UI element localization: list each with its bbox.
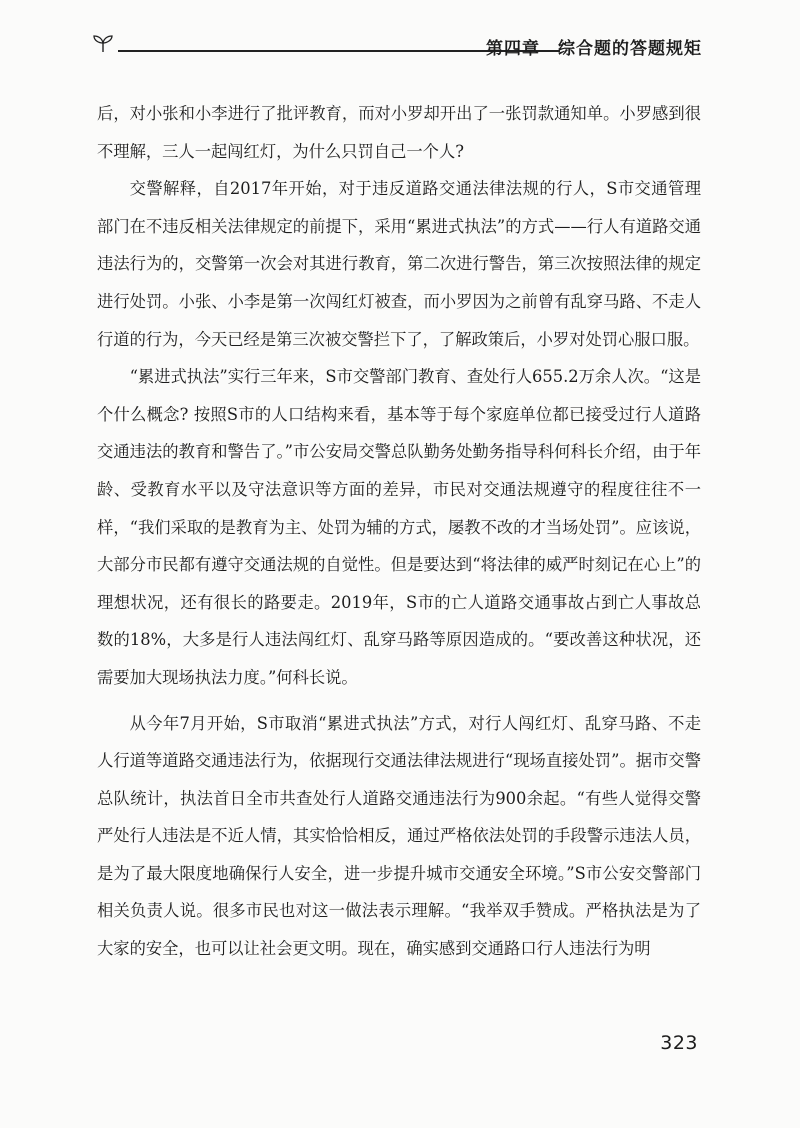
paragraph-4: 从今年7月开始，S市取消“累进式执法”方式，对行人闯红灯、乱穿马路、不走人行道等道路交通违法行为，依据现行交通法律法规进行“现场直接处罚”。据市交警总队统计，执法首日全市共查处行人道路交通违法行为900余起。“有些人觉得交警严处行人违法是不近人情，其实恰恰相反，通过严格依法处罚的手段警示违法人员，是为了最大限度地确保行人安全，进一步提升城市交通安全环境。”S市公安交警部门相关负责人说。很多市民也对这一做法表示理解。“我举双手赞成。严格执法是为了大家的安全，也可以让社会更文明。现在，确实感到交通路口行人违法行为明 [97, 713, 701, 959]
paragraph-3: “累进式执法”实行三年来，S市交警部门教育、查处行人655.2万余人次。“这是个什么概念? 按照S市的人口结构来看，基本等于每个家庭单位都已接受过行人道路交通违法的教育和警告了。”市公安局交警总队勤务处勤务指导科何科长介绍，由于年龄、受教育水平以及守法意识等方面的差异，市民对交通法规遵守的程度往往不一样，“我们采取的是教育为主、处罚为辅的方式，屡教不改的才当场处罚”。应该说，大部分市民都有遵守交通法规的自觉性。但是要达到“将法律的威严时刻记在心上”的理想状况，还有很长的路要走。2019年，S市的亡人道路交通事故占到亡人事故总数的18%，大多是行人违法闯红灯、乱穿马路等原因造成的。“要改善这种状况，还需要加大现场执法力度。”何科长说。 [97, 367, 701, 687]
paragraph-2: 交警解释，自2017年开始，对于违反道路交通法律法规的行人，S市交通管理部门在不违反相关法律规定的前提下，采用“累进式执法”的方式——行人有道路交通违法行为的，交警第一次会对其进行教育，第二次进行警告，第三次按照法律的规定进行处罚。小张、小李是第一次闯红灯被查，而小罗因为之前曾有乱穿马路、不走人行道的行为，今天已经是第三次被交警拦下了，了解政策后，小罗对处罚心服口服。 [97, 179, 701, 349]
body-text [97, 95, 701, 968]
paragraph-1: 后，对小张和小李进行了批评教育，而对小罗却开出了一张罚款通知单。小罗感到很不理解，三人一起闯红灯，为什么只罚自己一个人? [97, 104, 701, 161]
chapter-title: 综合题的答题规矩 [558, 39, 702, 59]
running-header [92, 26, 702, 66]
chapter-label: 第四章 [486, 39, 540, 59]
header-title [486, 34, 702, 59]
page-number: 323 [660, 1032, 698, 1054]
sprout-icon [92, 32, 114, 54]
